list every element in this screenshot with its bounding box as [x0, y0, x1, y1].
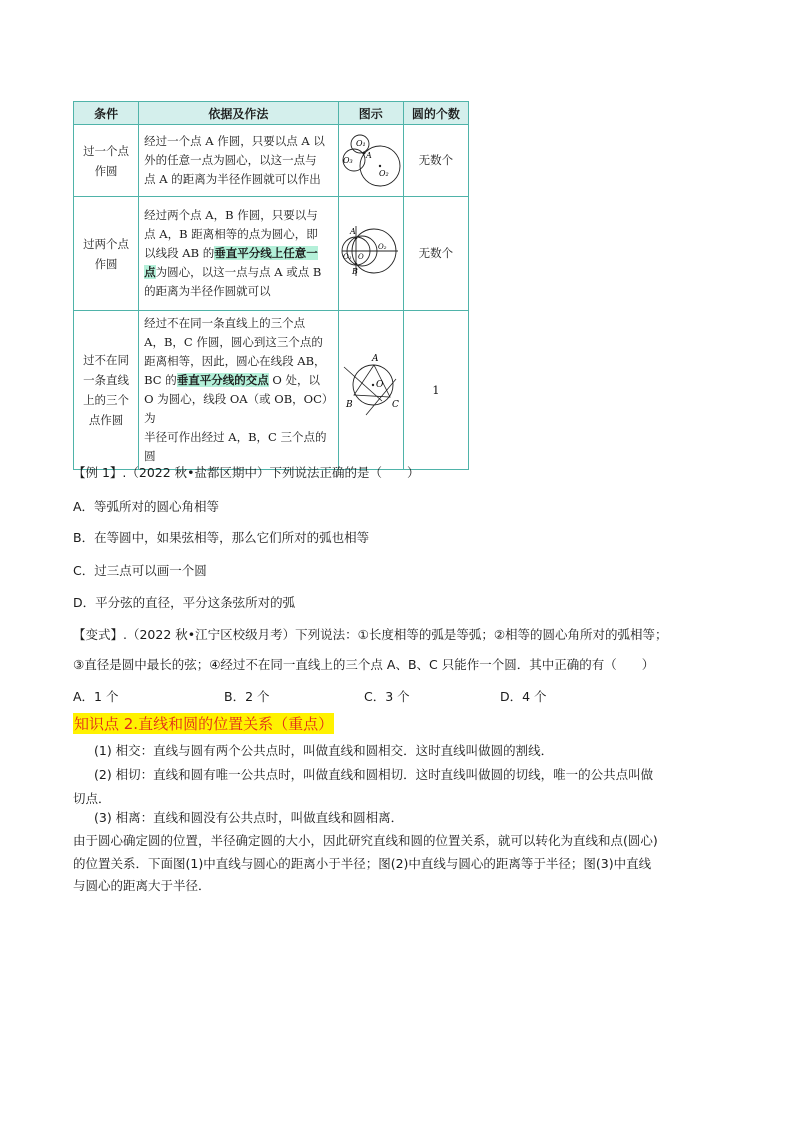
table-row — [74, 311, 469, 470]
method-line — [144, 170, 333, 189]
variant-option-c: C．3 个 — [364, 689, 410, 704]
example1-stem: 【例 1】.（2022 秋•盐都区期中）下列说法正确的是（ ） — [73, 465, 420, 480]
method-text: 的距离为半径作圆就可以 — [144, 284, 271, 298]
variant-option-b: B．2 个 — [224, 689, 270, 704]
method-text: 经过两个点 A，B 作圆，只要以与 — [144, 208, 318, 222]
method-text: 半径可作出经过 A，B，C 三个点的圆 — [144, 430, 327, 463]
method-line — [144, 314, 333, 333]
circle-count: 无数个 — [403, 125, 468, 197]
condition-line: 过不在同 — [83, 353, 130, 367]
table-header-row — [74, 102, 469, 125]
header-count: 圆的个数 — [403, 102, 468, 125]
method-text: BC 的 — [144, 373, 177, 387]
method-line — [144, 263, 333, 282]
figure-label: O₁ — [342, 252, 352, 261]
method-line — [144, 244, 333, 263]
table-row — [74, 125, 469, 197]
method-text: 距离相等，因此，圆心在线段 AB， — [144, 354, 326, 368]
one-point-circles-diagram — [340, 126, 402, 190]
method-text: 以线段 AB 的 — [144, 246, 215, 260]
method-line — [144, 390, 333, 428]
method-text: O 为圆心，线段 OA（或 OB，OC）为 — [144, 392, 328, 425]
figure-label: A — [349, 226, 356, 236]
example1-option-c: C．过三点可以画一个圆 — [73, 563, 207, 578]
method-line — [144, 132, 333, 151]
method-text: 外的任意一点为圆心，以这一点与 — [144, 153, 317, 167]
figure-label: A — [365, 150, 372, 160]
knowledge-item-1: (1) 相交：直线与圆有两个公共点时，叫做直线和圆相交．这时直线叫做圆的割线． — [94, 743, 554, 758]
method-text: A，B，C 作圆，圆心到这三个点的 — [144, 335, 323, 349]
method-text: O 处，以 — [268, 373, 321, 387]
knowledge-item-3: (3) 相离：直线和圆没有公共点时，叫做直线和圆相离． — [94, 810, 404, 825]
header-method: 依据及作法 — [139, 102, 339, 125]
knowledge-paragraph-line3: 与圆心的距离大于半径． — [73, 878, 211, 893]
variant-stem-line1: 【变式】.（2022 秋•江宁区校级月考）下列说法：①长度相等的弧是等弧；②相等的圆心角所对的弧相等； — [73, 627, 668, 642]
figure-label: O — [357, 252, 364, 261]
knowledge-item-2: (2) 相切：直线和圆有唯一公共点时，叫做直线和圆相切．这时直线叫做圆的切线，唯一的公共点叫做 — [94, 767, 654, 782]
figure-cell — [338, 311, 403, 470]
knowledge-paragraph-line2: 的位置关系．下面图(1)中直线与圆心的距离小于半径；图(2)中直线与圆心的距离等于半径；图(3)中直线 — [73, 856, 652, 871]
figure-label: B — [345, 400, 353, 410]
method-line — [144, 282, 333, 301]
figure-cell — [338, 197, 403, 311]
condition-line: 过一个点 — [83, 143, 130, 158]
method-text: 为圆心，以这一点与点 A 或点 B — [155, 265, 322, 279]
construction-table — [73, 101, 469, 470]
method-line — [144, 206, 333, 225]
method-cell — [139, 197, 339, 311]
method-text: 经过不在同一条直线上的三个点 — [144, 316, 306, 330]
header-condition: 条件 — [74, 102, 139, 125]
condition-line: 点作圆 — [88, 413, 124, 427]
two-point-circles-diagram — [340, 216, 402, 286]
example1-option-d: D．平分弦的直径，平分这条弦所对的弧 — [73, 595, 296, 610]
circle-count: 1 — [403, 311, 468, 470]
figure-label: O₂ — [378, 168, 389, 178]
condition-line: 一条直线 — [83, 373, 130, 387]
header-figure: 图示 — [338, 102, 403, 125]
condition-cell — [74, 311, 139, 470]
figure-label: O₂ — [377, 242, 387, 251]
figure-label: O — [375, 380, 384, 390]
variant-stem-line2: ③直径是圆中最长的弦；④经过不在同一直线上的三个点 A、B、C 只能作一个圆．其中正确的有（ ） — [73, 657, 655, 672]
condition-cell — [74, 125, 139, 197]
method-line — [144, 428, 333, 466]
method-text: 点 A 的距离为半径作圆就可以作出 — [144, 172, 321, 186]
method-line — [144, 151, 333, 170]
variant-option-a: A．1 个 — [73, 689, 119, 704]
condition-line: 作圆 — [94, 163, 118, 178]
condition-line: 作圆 — [94, 256, 118, 271]
figure-label: B — [351, 266, 358, 276]
condition-line: 上的三个 — [83, 393, 130, 407]
method-cell — [139, 125, 339, 197]
figure-label: C — [391, 400, 399, 410]
method-line — [144, 371, 333, 390]
variant-option-d: D．4 个 — [500, 689, 547, 704]
condition-cell — [74, 197, 139, 311]
method-text: 点 A，B 距离相等的点为圆心，即 — [144, 227, 318, 241]
method-cell — [139, 311, 339, 470]
example1-option-a: A．等弧所对的圆心角相等 — [73, 499, 220, 514]
method-line — [144, 225, 333, 244]
method-line — [144, 352, 333, 371]
table-row — [74, 197, 469, 311]
figure-cell — [338, 125, 403, 197]
knowledge-paragraph-line1: 由于圆心确定圆的位置，半径确定圆的大小，因此研究直线和圆的位置关系，就可以转化为直线和点(圆心) — [73, 833, 658, 848]
circle-count: 无数个 — [403, 197, 468, 311]
knowledge-point-title: 知识点 2.直线和圆的位置关系（重点） — [74, 715, 334, 733]
method-line — [144, 333, 333, 352]
highlighted-text: 垂直平分线上任意一 — [214, 246, 318, 260]
highlighted-text: 点 — [144, 265, 156, 279]
three-point-circle-diagram — [340, 347, 402, 427]
figure-label: O₃ — [342, 155, 353, 165]
knowledge-item-2-cont: 切点． — [73, 791, 111, 806]
method-text: 经过一个点 A 作圆，只要以点 A 以 — [144, 134, 325, 148]
highlighted-text: 垂直平分线的交点 — [176, 373, 269, 387]
example1-option-b: B．在等圆中，如果弦相等，那么它们所对的弧也相等 — [73, 530, 370, 545]
figure-label: O₁ — [355, 138, 366, 148]
figure-label: A — [371, 354, 379, 364]
condition-line: 过两个点 — [83, 236, 130, 251]
